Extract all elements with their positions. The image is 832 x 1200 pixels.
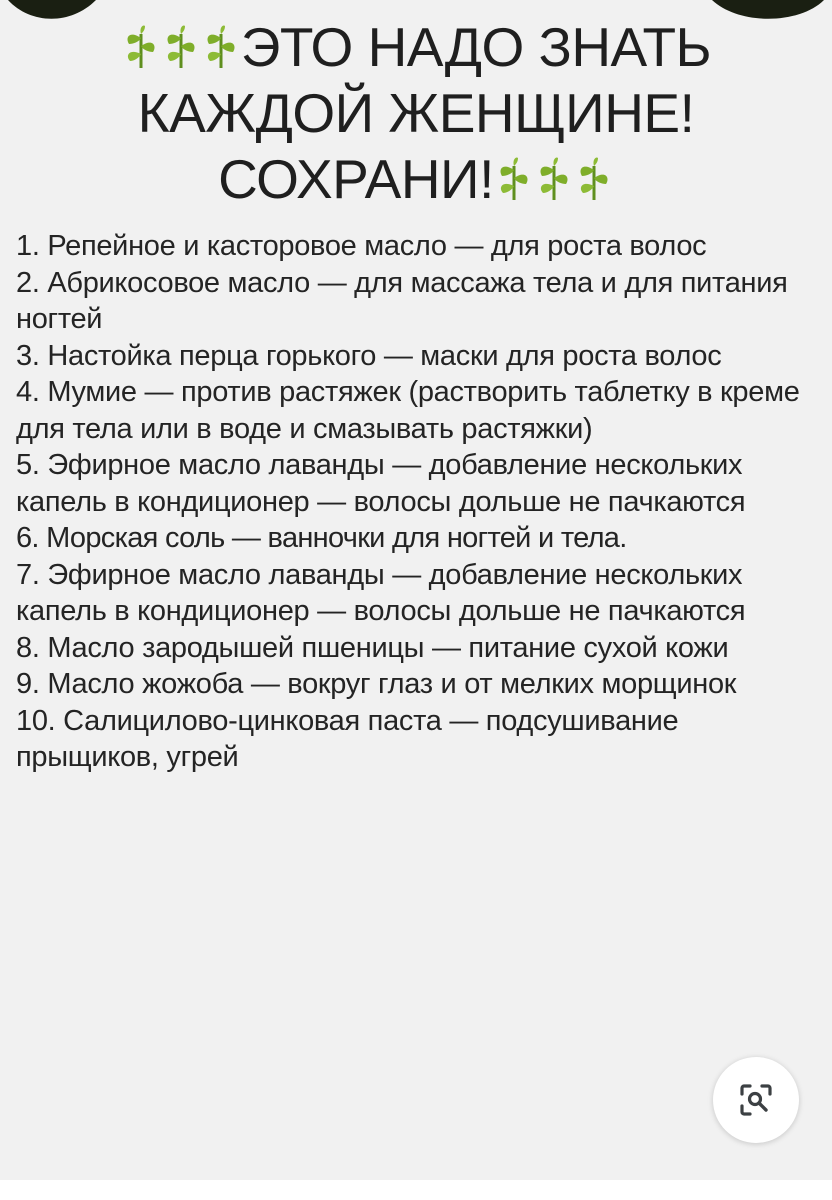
title-text-1: ЭТО НАДО ЗНАТЬ	[240, 16, 712, 78]
list-item: 4. Мумие — против растяжек (растворить таблетку в креме для тела или в воде и смазывать растяжки)	[16, 376, 800, 445]
title-line-2: КАЖДОЙ ЖЕНЩИНЕ!	[137, 82, 695, 144]
leaf-icon	[574, 156, 614, 202]
title-line-1	[0, 14, 832, 80]
title-text-3: СОХРАНИ!	[218, 148, 494, 210]
visual-search-button[interactable]	[713, 1057, 799, 1143]
list-item: 1. Репейное и касторовое масло — для роста волос	[16, 230, 707, 262]
bottom-gap	[0, 1180, 832, 1200]
visual-search-icon	[736, 1080, 776, 1120]
post-title	[0, 14, 832, 212]
list-item: 9. Масло жожоба — вокруг глаз и от мелких морщинок	[16, 668, 737, 700]
list-item: 10. Салицилово-цинковая паста — подсушивание прыщиков, угрей	[16, 704, 679, 773]
leaf-icon	[201, 24, 241, 70]
list-item: 7. Эфирное масло лаванды — добавление нескольких капель в кондиционер — волосы дольше не пачкаются	[16, 558, 746, 627]
list-item: 2. Абрикосовое масло — для массажа тела и для питания ногтей	[16, 266, 788, 335]
title-line-3	[0, 146, 832, 212]
list-item: 5. Эфирное масло лаванды — добавление нескольких капель в кондиционер — волосы дольше не пачкаются	[16, 449, 746, 518]
leaf-icon	[121, 24, 161, 70]
leaf-icon	[161, 24, 201, 70]
leaf-icon	[534, 156, 574, 202]
list-item: 6. Морская соль — ванночки для ногтей и тела.	[16, 522, 627, 554]
tips-list	[16, 228, 816, 776]
leaf-icon	[494, 156, 534, 202]
list-item: 8. Масло зародышей пшеницы — питание сухой кожи	[16, 631, 729, 664]
list-item: 3. Настойка перца горького — маски для роста волос	[16, 339, 722, 372]
